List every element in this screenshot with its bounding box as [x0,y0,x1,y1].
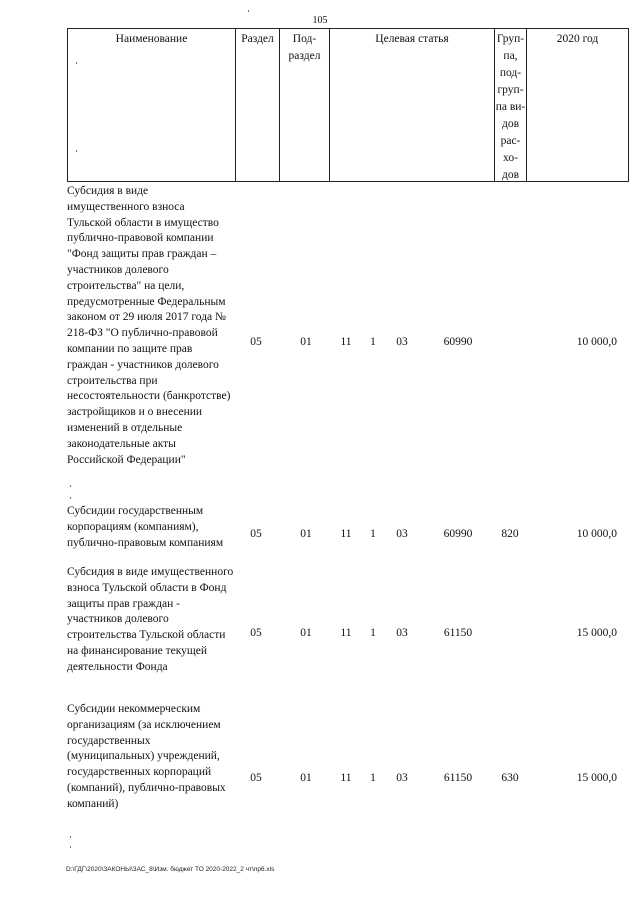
row-tselevaya-direction: 61150 [443,627,473,639]
row-razdel: 05 [250,336,262,348]
row-gruppa: 630 [501,772,519,784]
scan-artifact [70,485,71,487]
header-razdel: Раздел [236,29,280,181]
row-podrazdel: 01 [300,772,312,784]
scan-artifact [70,846,71,848]
row-tselevaya-program: 11 [340,772,352,784]
row-tselevaya-event: 03 [396,627,408,639]
row-tselevaya-direction: 60990 [443,336,473,348]
row-podrazdel: 01 [300,528,312,540]
row-amount: 10 000,0 [576,528,617,540]
header-gruppa-line: дов [501,118,520,130]
row-name: Субсидии государственным корпорациям (компаниям), публично-правовым компаниям [67,505,224,549]
page-number: 105 [312,15,328,26]
header-podrazdel-line-2: раздел [288,50,321,62]
header-gruppa-line: под- [499,67,522,79]
row-gruppa: 820 [501,528,519,540]
header-gruppa-line: па ви- [495,101,526,113]
header-gruppa-line: рас- [500,135,521,147]
row-amount: 15 000,0 [576,627,617,639]
scan-artifact [76,150,77,152]
row-tselevaya-subprogram: 1 [370,772,376,784]
row-razdel: 05 [250,627,262,639]
row-name: Субсидия в виде имущественного взноса Тульской области в Фонд защиты прав граждан - участников долевого строительства Тульской области на финансирование текущей деятельности Фонда [67,566,234,673]
scan-artifact [70,836,71,838]
row-name: Субсидия в виде имущественного взноса Тульской области в имущество публично-правовой компании "Фонд защиты прав граждан – участников долевого строительства" на цели, предусмотренные Федеральным законом от 29 июля 2017 года № 218-ФЗ "О публично-правовой компании по защите прав граждан - участников долевого строительства при несостоятельности (банкротстве) застройщиков и о внесении изменений в отдельные законодательные акты Российской Федерации" [67,185,231,466]
scan-artifact [70,497,71,499]
row-tselevaya-subprogram: 1 [370,528,376,540]
header-podrazdel-line-1: Под- [292,33,317,45]
header-name: Наименование [68,29,236,181]
row-amount: 10 000,0 [576,336,617,348]
row-tselevaya-subprogram: 1 [370,627,376,639]
header-gruppa-line: груп- [497,84,524,96]
row-tselevaya-direction: 60990 [443,528,473,540]
row-tselevaya-program: 11 [340,627,352,639]
header-gruppa-line: Груп- [496,33,525,45]
header-tselevaya-statya: Целевая статья [330,29,495,181]
row-tselevaya-event: 03 [396,528,408,540]
file-path-footer: D:\ГДГ\2020\ЗАКОНЫ\ЗАС_8\Изм. бюджет ТО 2020-2022_2 чт\пр6.xls [66,866,275,873]
scan-artifact [248,10,249,12]
header-podrazdel [280,29,330,181]
row-razdel: 05 [250,772,262,784]
header-gruppa [495,29,527,181]
table-header [67,28,629,182]
row-tselevaya-program: 11 [340,336,352,348]
header-gruppa-line: дов [501,169,520,181]
row-tselevaya-event: 03 [396,336,408,348]
row-name: Субсидии некоммерческим организациям (за исключением государственных (муниципальных) учреждений, государственных корпораций (компаний), публично-правовых компаний) [67,703,226,810]
row-podrazdel: 01 [300,627,312,639]
row-tselevaya-direction: 61150 [443,772,473,784]
row-tselevaya-program: 11 [340,528,352,540]
row-podrazdel: 01 [300,336,312,348]
header-gruppa-line: хо- [503,152,518,164]
header-gruppa-line: па, [503,50,518,62]
row-tselevaya-subprogram: 1 [370,336,376,348]
row-razdel: 05 [250,528,262,540]
scan-artifact [76,62,77,64]
row-amount: 15 000,0 [576,772,617,784]
row-tselevaya-event: 03 [396,772,408,784]
header-year: 2020 год [556,33,599,45]
